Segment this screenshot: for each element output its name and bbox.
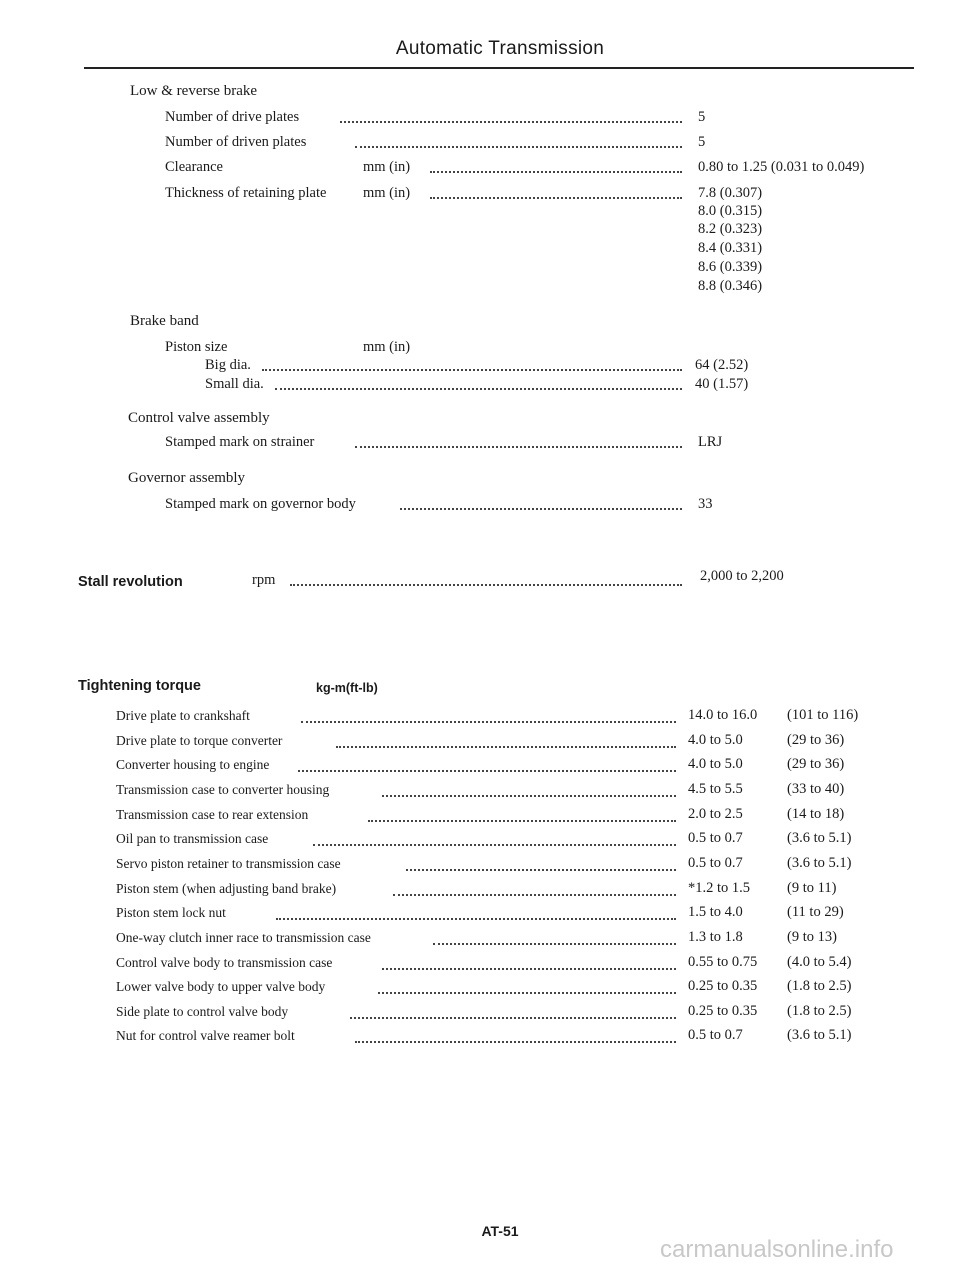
torque-row-imperial: (3.6 to 5.1): [787, 830, 852, 846]
torque-unit: kg-m(ft-lb): [316, 681, 378, 695]
leader-dots: [382, 795, 676, 797]
leader-dots: [433, 943, 676, 945]
torque-row-label: Servo piston retainer to transmission case: [116, 856, 341, 871]
leader-dots: [340, 121, 682, 123]
leader-dots: [350, 1017, 676, 1019]
spec-unit: mm (in): [363, 339, 411, 355]
torque-row-metric: 0.5 to 0.7: [688, 830, 743, 846]
spec-unit: mm (in): [363, 185, 411, 201]
torque-row-imperial: (1.8 to 2.5): [787, 1003, 852, 1019]
torque-row-label: Converter housing to engine: [116, 757, 270, 772]
torque-row-label: Drive plate to crankshaft: [116, 708, 250, 723]
spec-value: 5: [698, 109, 706, 125]
spec-label: Number of drive plates: [165, 109, 300, 125]
spec-label: Stamped mark on governor body: [165, 496, 356, 512]
leader-dots: [262, 369, 682, 371]
spec-label: Clearance: [165, 159, 223, 175]
torque-row-imperial: (4.0 to 5.4): [787, 954, 852, 970]
torque-row-metric: 0.55 to 0.75: [688, 954, 758, 970]
torque-row-imperial: (11 to 29): [787, 904, 844, 920]
torque-row-label: Control valve body to transmission case: [116, 955, 333, 970]
retaining-plate-value: 8.0 (0.315): [698, 203, 763, 219]
torque-row-imperial: (29 to 36): [787, 732, 845, 748]
torque-row-metric: 0.5 to 0.7: [688, 855, 743, 871]
header-rule: [84, 67, 914, 69]
leader-dots: [382, 968, 676, 970]
torque-row-imperial: (29 to 36): [787, 756, 845, 772]
leader-dots: [301, 721, 676, 723]
section-heading-brake-band: Brake band: [130, 313, 199, 329]
torque-row-metric: 1.5 to 4.0: [688, 904, 743, 920]
torque-row-label: Transmission case to rear extension: [116, 807, 309, 822]
torque-row-imperial: (1.8 to 2.5): [787, 978, 852, 994]
leader-dots: [313, 844, 676, 846]
spec-label: Big dia.: [205, 357, 251, 373]
torque-row-label: Nut for control valve reamer bolt: [116, 1028, 295, 1043]
spec-value: 2,000 to 2,200: [700, 568, 784, 584]
leader-dots: [275, 388, 682, 390]
leader-dots: [355, 446, 682, 448]
torque-row-metric: 4.0 to 5.0: [688, 756, 743, 772]
torque-row-label: Transmission case to converter housing: [116, 782, 330, 797]
torque-row-imperial: (101 to 116): [787, 707, 859, 723]
spec-label: Piston size: [165, 339, 228, 355]
torque-row-imperial: (9 to 11): [787, 880, 837, 896]
page-title: Automatic Transmission: [395, 38, 605, 59]
torque-row-label: Oil pan to transmission case: [116, 831, 269, 846]
leader-dots: [430, 197, 682, 199]
torque-row-metric: 0.5 to 0.7: [688, 1027, 743, 1043]
torque-row-imperial: (33 to 40): [787, 781, 845, 797]
spec-value: 64 (2.52): [695, 357, 749, 373]
torque-row-metric: 1.3 to 1.8: [688, 929, 743, 945]
retaining-plate-value: 8.8 (0.346): [698, 278, 763, 294]
section-heading-low-reverse-brake: Low & reverse brake: [130, 83, 258, 99]
spec-label: Number of driven plates: [165, 134, 307, 150]
torque-row-label: Side plate to control valve body: [116, 1004, 289, 1019]
leader-dots: [368, 820, 676, 822]
section-heading-stall-revolution: Stall revolution: [78, 574, 183, 590]
leader-dots: [336, 746, 676, 748]
spec-value: 0.80 to 1.25 (0.031 to 0.049): [698, 159, 865, 175]
leader-dots: [400, 508, 682, 510]
torque-row-metric: 14.0 to 16.0: [688, 707, 758, 723]
torque-row-metric: 0.25 to 0.35: [688, 1003, 758, 1019]
torque-row-label: Piston stem lock nut: [116, 905, 226, 920]
spec-label: Stamped mark on strainer: [165, 434, 315, 450]
page-number: AT-51: [481, 1223, 519, 1239]
torque-row-label: One-way clutch inner race to transmission case: [116, 930, 371, 945]
torque-row-label: Piston stem (when adjusting band brake): [116, 881, 337, 896]
torque-row-imperial: (3.6 to 5.1): [787, 1027, 852, 1043]
retaining-plate-value: 8.6 (0.339): [698, 259, 763, 275]
leader-dots: [430, 171, 682, 173]
torque-row-imperial: (9 to 13): [787, 929, 837, 945]
torque-row-metric: 4.0 to 5.0: [688, 732, 743, 748]
leader-dots: [276, 918, 676, 920]
leader-dots: [298, 770, 676, 772]
leader-dots: [378, 992, 676, 994]
torque-row-metric: 4.5 to 5.5: [688, 781, 743, 797]
watermark: carmanualsonline.info: [660, 1236, 894, 1263]
spec-value: LRJ: [698, 434, 723, 450]
section-heading-tightening-torque: Tightening torque: [78, 678, 201, 694]
torque-row-metric: 0.25 to 0.35: [688, 978, 758, 994]
torque-row-imperial: (3.6 to 5.1): [787, 855, 852, 871]
spec-label: Small dia.: [205, 376, 264, 392]
leader-dots: [355, 1041, 676, 1043]
spec-value: 40 (1.57): [695, 376, 749, 392]
leader-dots: [355, 146, 682, 148]
retaining-plate-value: 8.4 (0.331): [698, 240, 763, 256]
torque-row-label: Drive plate to torque converter: [116, 733, 283, 748]
spec-value: 33: [698, 496, 713, 512]
retaining-plate-value: 8.2 (0.323): [698, 221, 763, 237]
spec-value: 5: [698, 134, 706, 150]
leader-dots: [290, 584, 682, 586]
spec-unit: mm (in): [363, 159, 411, 175]
torque-row-label: Lower valve body to upper valve body: [116, 979, 326, 994]
retaining-plate-value: 7.8 (0.307): [698, 185, 763, 201]
section-heading-control-valve: Control valve assembly: [128, 410, 270, 426]
torque-row-metric: 2.0 to 2.5: [688, 806, 743, 822]
leader-dots: [393, 894, 676, 896]
spec-unit: rpm: [252, 572, 276, 588]
torque-row-imperial: (14 to 18): [787, 806, 845, 822]
section-heading-governor: Governor assembly: [128, 470, 246, 486]
torque-row-metric: *1.2 to 1.5: [688, 880, 751, 896]
spec-label: Thickness of retaining plate: [165, 185, 327, 201]
leader-dots: [406, 869, 676, 871]
